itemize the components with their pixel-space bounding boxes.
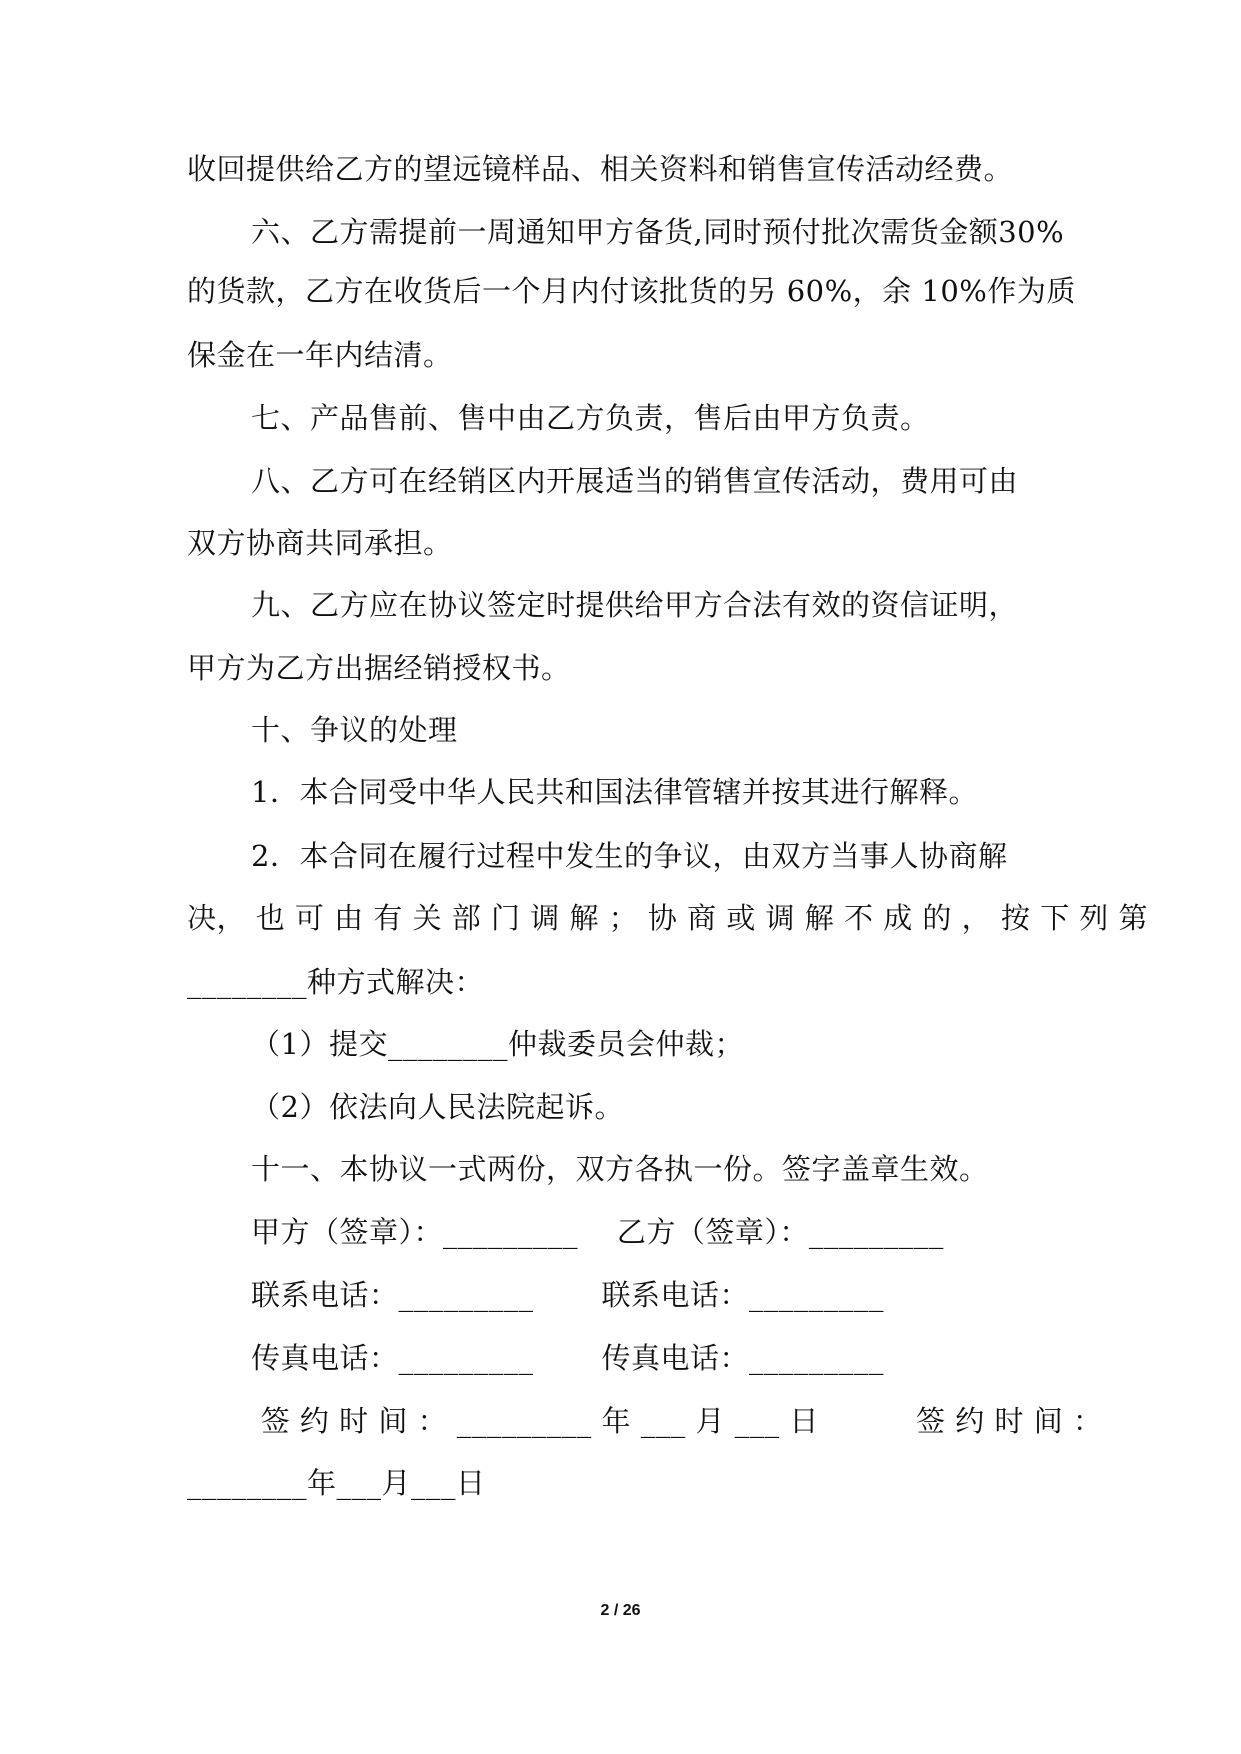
text-line: ________种方式解决： (187, 965, 485, 999)
text-line: 九、乙方应在协议签定时提供给甲方合法有效的资信证明， (251, 588, 1019, 622)
text-line: 双方协商共同承担。 (187, 526, 453, 560)
text-line: 十、争议的处理 (251, 713, 458, 747)
contact-phone-line: 联系电话：_________ 联系电话：_________ (251, 1278, 885, 1312)
text-line: 决， 也 可 由 有 关 部 门 调 解 ； 协 商 或 调 解 不 成 的 ， 按 下 列 第 (187, 901, 1149, 935)
text-line: 六、乙方需提前一周通知甲方备货,同时预付批次需货金额30% (251, 215, 1065, 249)
text-line: （1）提交________仲裁委员会仲裁； (251, 1027, 744, 1061)
text-line: 八、乙方可在经销区内开展适当的销售宣传活动，费用可由 (251, 464, 1019, 498)
text-line: 十一、本协议一式两份，双方各执一份。签字盖章生效。 (251, 1152, 989, 1186)
sign-date-line: 签 约 时 间 ： _________ 年 ___ 月 ___ 日 签 约 时 间 ： (251, 1404, 1103, 1438)
text-line: 2．本合同在履行过程中发生的争议，由双方当事人协商解 (251, 839, 1008, 873)
text-line: 七、产品售前、售中由乙方负责，售后由甲方负责。 (251, 401, 930, 435)
sign-date-line-continued: ________年___月___日 (187, 1466, 486, 1500)
text-line: 1．本合同受中华人民共和国法律管辖并按其进行解释。 (251, 775, 978, 809)
page-indicator: 2 / 26 (600, 1602, 641, 1619)
signature-line-party: 甲方（签章）：_________ 乙方（签章）：_________ (251, 1215, 944, 1249)
text-line: 收回提供给乙方的望远镜样品、相关资料和销售宣传活动经费。 (187, 152, 1014, 186)
text-line: 甲方为乙方出据经销授权书。 (187, 651, 571, 685)
text-line: 保金在一年内结清。 (187, 338, 453, 372)
fax-phone-line: 传真电话：_________ 传真电话：_________ (251, 1341, 885, 1375)
text-line: （2）依法向人民法院起诉。 (251, 1090, 624, 1124)
text-line: 的货款，乙方在收货后一个月内付该批货的另 60%，余 10%作为质 (187, 274, 1076, 308)
